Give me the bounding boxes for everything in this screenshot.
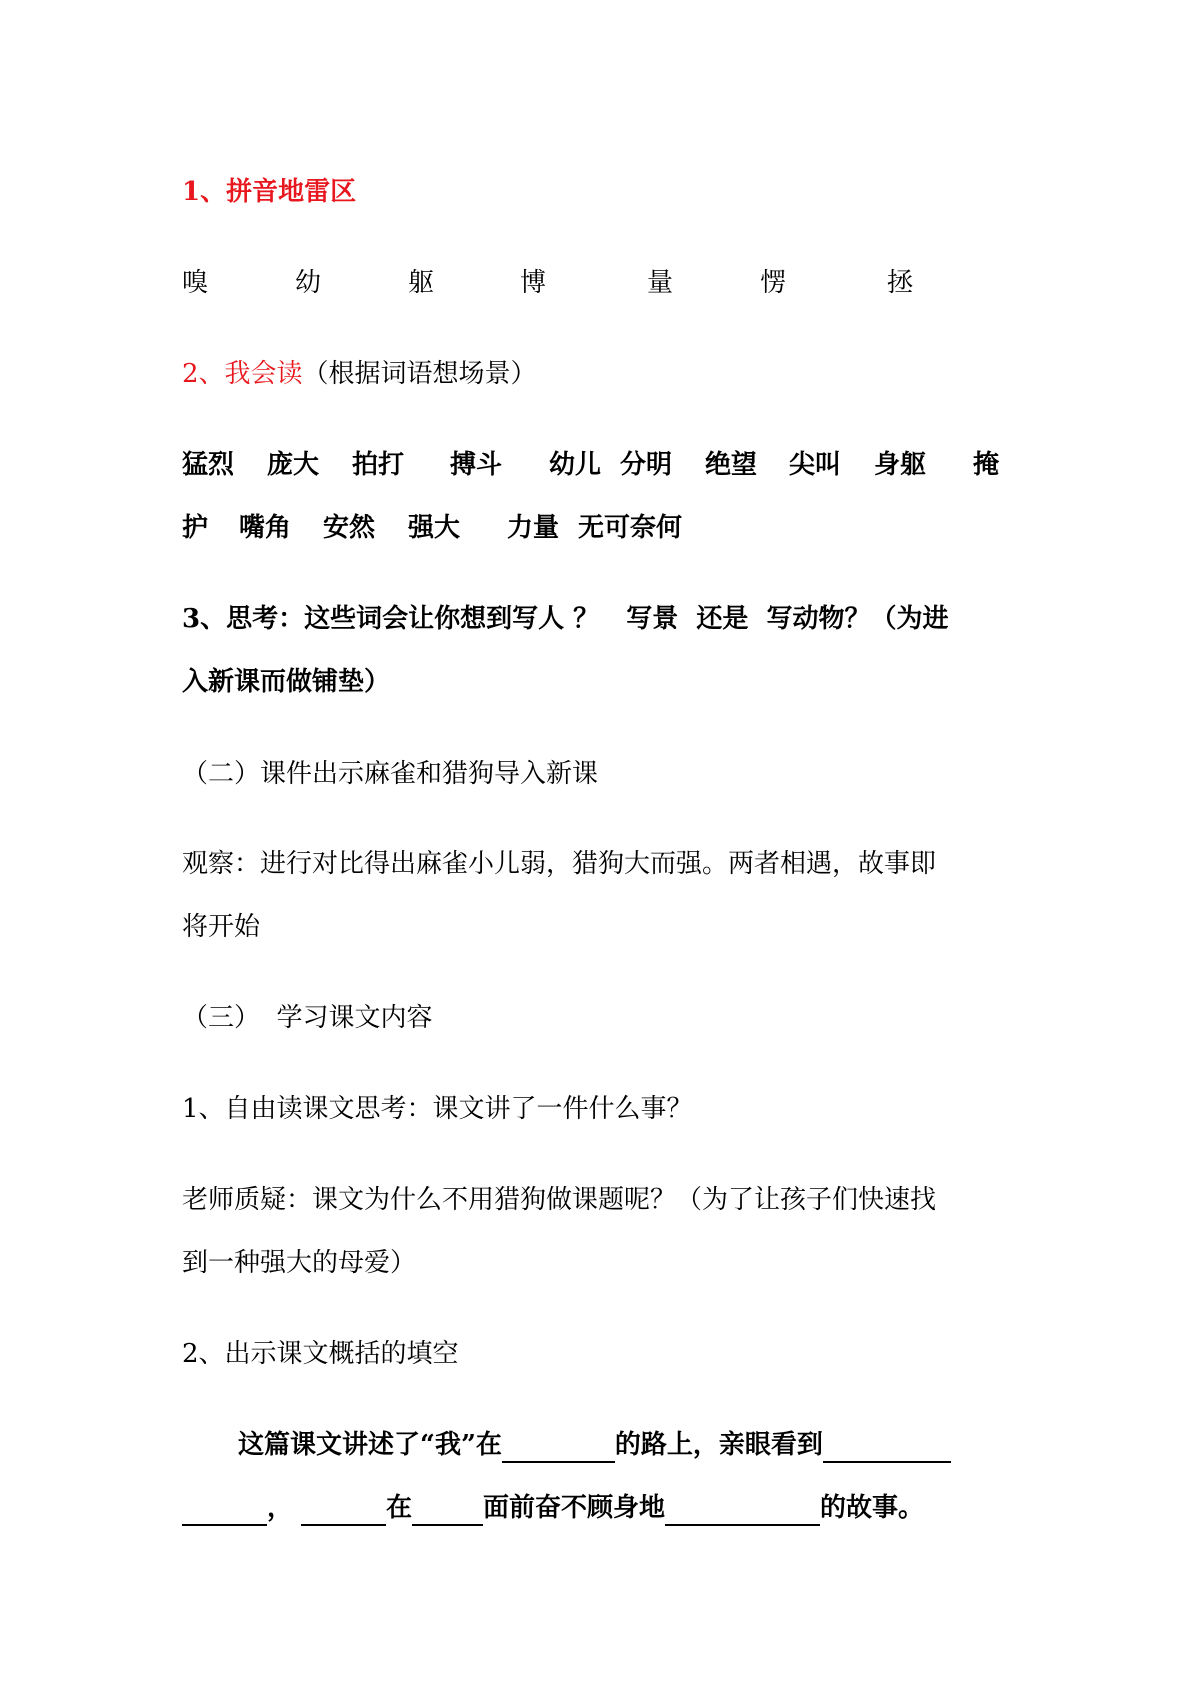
fill-text: 在	[386, 1493, 413, 1523]
part3-heading: （三） 学习课文内容	[182, 1003, 433, 1033]
section3-line-1: 3、思考：这些词会让你想到写人 ？ 写景 还是 写动物？（为进	[182, 604, 949, 634]
fill-text: 这篇课文讲述了“我”在	[238, 1430, 502, 1460]
vocab-word: 幼儿	[549, 450, 602, 480]
vocab-word: 护	[182, 513, 209, 543]
part2-heading: （二）课件出示麻雀和猎狗导入新课	[182, 759, 599, 789]
vocab-word: 身躯	[874, 450, 927, 480]
vocab-word: 分明	[620, 450, 673, 480]
fill-text: 的故事。	[820, 1493, 925, 1523]
vocab-word: 力量	[507, 513, 560, 543]
fill-blank[interactable]	[502, 1431, 615, 1463]
char-item: 博	[520, 268, 547, 298]
fill-line-1	[238, 1427, 951, 1463]
part3-question-2: 2、出示课文概括的填空	[182, 1339, 459, 1369]
vocab-word: 猛烈	[182, 450, 235, 480]
part3-teacher-line-1: 老师质疑：课文为什么不用猎狗做课题呢？（为了让孩子们快速找	[182, 1185, 937, 1215]
vocab-word: 庞大	[267, 450, 320, 480]
char-item: 愣	[760, 268, 787, 298]
fill-blank[interactable]	[412, 1494, 483, 1526]
vocab-word: 嘴角	[239, 513, 292, 543]
vocab-word: 掩	[973, 450, 1000, 480]
fill-text: 面前奋不顾身地	[483, 1493, 666, 1523]
section2-title	[182, 356, 537, 392]
char-item: 幼	[295, 268, 322, 298]
char-item: 拯	[887, 268, 914, 298]
fill-blank[interactable]	[301, 1494, 386, 1526]
fill-blank[interactable]	[182, 1494, 267, 1526]
section3-line-2: 入新课而做铺垫）	[182, 667, 391, 697]
vocab-word: 无可奈何	[578, 513, 683, 543]
char-row	[182, 265, 982, 301]
vocab-word: 强大	[408, 513, 461, 543]
part2-observe-line-2: 将开始	[182, 912, 261, 942]
fill-blank[interactable]	[823, 1431, 951, 1463]
section2-title-red: 2、我会读	[182, 359, 303, 389]
vocab-word: 绝望	[705, 450, 758, 480]
char-item: 嗅	[182, 268, 209, 298]
char-item: 量	[647, 268, 674, 298]
vocab-word: 搏斗	[450, 450, 503, 480]
char-item: 躯	[408, 268, 435, 298]
fill-blank[interactable]	[665, 1494, 820, 1526]
fill-text: ，	[267, 1493, 294, 1523]
fill-text: 的路上，亲眼看到	[614, 1430, 823, 1460]
part2-observe-line-1: 观察：进行对比得出麻雀小儿弱，猎狗大而强。两者相遇，故事即	[182, 849, 937, 879]
part3-teacher-line-2: 到一种强大的母爱）	[182, 1248, 417, 1278]
part3-question-1: 1、自由读课文思考：课文讲了一件什么事？	[182, 1094, 693, 1124]
vocab-word: 拍打	[352, 450, 405, 480]
section2-title-note: （根据词语想场景）	[302, 359, 537, 389]
vocab-row-2	[182, 510, 782, 546]
section1-title: 1、拼音地雷区	[182, 177, 357, 207]
vocab-word: 安然	[323, 513, 376, 543]
vocab-row-1	[182, 447, 1012, 483]
vocab-word: 尖叫	[789, 450, 842, 480]
fill-line-2	[182, 1490, 924, 1526]
